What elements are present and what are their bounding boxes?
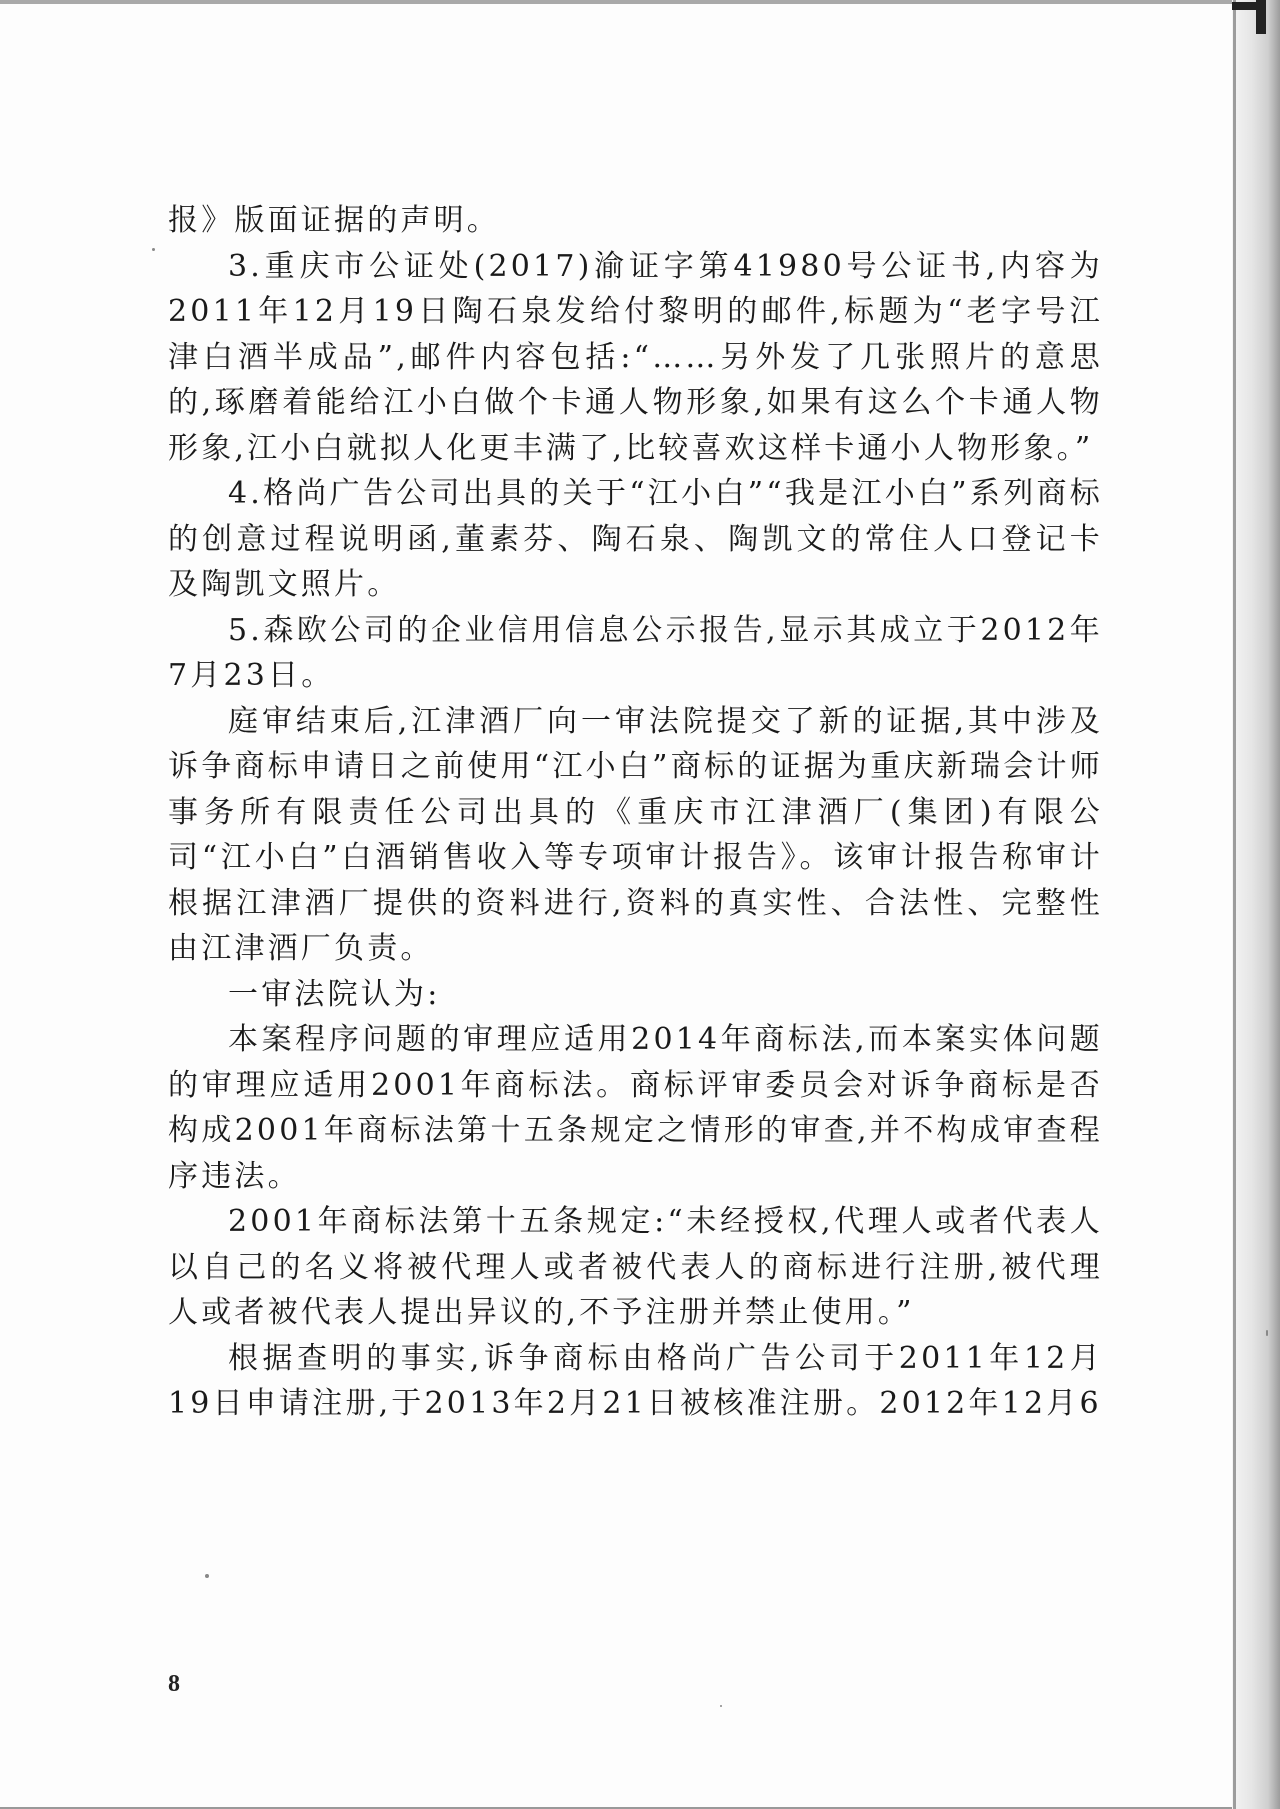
paragraph: 4.格尚广告公司出具的关于“江小白”“我是江小白”系列商标的创意过程说明函,董素芬、陶石泉、陶凯文的常住人口登记卡及陶凯文照片。: [168, 476, 1103, 602]
paragraph: 3.重庆市公证处(2017)渝证字第41980号公证书,内容为2011年12月19日陶石泉发给付黎明的邮件,标题为“老字号江津白酒半成品”,邮件内容包括:“……另外发了几张照片的意思的,琢磨着能给江小白做个卡通人物形象,如果有这么个卡通人物形象,江小白就拟人化更丰满了,比较喜欢这样卡通小人物形象。”: [168, 248, 1103, 466]
paragraph: 一审法院认为:: [228, 976, 441, 1012]
scan-speck: [205, 1574, 209, 1578]
paragraph: 2001年商标法第十五条规定:“未经授权,代理人或者代表人以自己的名义将被代理人或者被代表人的商标进行注册,被代理人或者被代表人提出异议的,不予注册并禁止使用。”: [168, 1204, 1103, 1330]
paragraph: 报》版面证据的声明。: [168, 203, 500, 238]
scan-speck: [720, 1705, 722, 1707]
paragraph: 5.森欧公司的企业信用信息公示报告,显示其成立于2012年7月23日。: [168, 612, 1103, 693]
book-spine-shadow: [1232, 0, 1280, 1809]
page-number: 8: [168, 1671, 180, 1697]
paragraph: 根据查明的事实,诉争商标由格尚广告公司于2011年12月19日申请注册,于2013年2月21日被核准注册。2012年12月6: [168, 1340, 1103, 1421]
scan-speck: [1266, 1330, 1268, 1336]
book-spine-line: [1233, 0, 1236, 1809]
scan-top-edge: [0, 0, 1232, 4]
scan-speck: [152, 248, 155, 251]
scan-corner-mark-vertical: [1256, 0, 1266, 34]
paragraph: 本案程序问题的审理应适用2014年商标法,而本案实体问题的审理应适用2001年商标法。商标评审委员会对诉争商标是否构成2001年商标法第十五条规定之情形的审查,并不构成审查程序违法。: [168, 1022, 1103, 1194]
paragraph: 庭审结束后,江津酒厂向一审法院提交了新的证据,其中涉及诉争商标申请日之前使用“江小白”商标的证据为重庆新瑞会计师事务所有限责任公司出具的《重庆市江津酒厂(集团)有限公司“江小白”白酒销售收入等专项审计报告》。该审计报告称审计根据江津酒厂提供的资料进行,资料的真实性、合法性、完整性由江津酒厂负责。: [168, 703, 1103, 966]
body-text: [168, 198, 1103, 1427]
